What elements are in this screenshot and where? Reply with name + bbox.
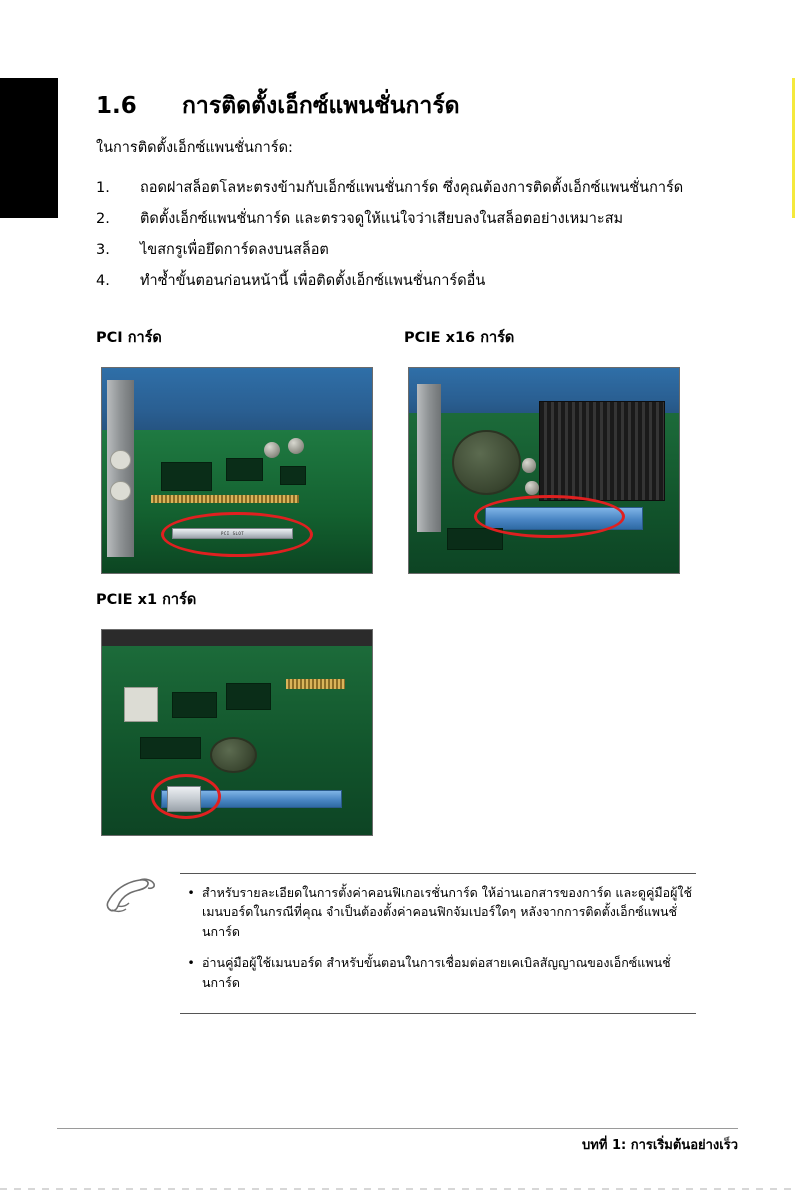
photo-chip [172, 692, 217, 719]
figure-caption-pcie-x1: PCIE x1 การ์ด [96, 592, 197, 608]
list-item [96, 209, 756, 230]
photo-slot-label: PCI SLOT [220, 530, 245, 536]
photo-chip [280, 466, 306, 484]
note-text: สำหรับรายละเอียดในการตั้งค่าคอนฟิเกอเรชั่นการ์ด ให้อ่านเอกสารของการ์ด และดูคู่มือผู้ใช้เมนบอร์ดในกรณีที่คุณ จำเป็นต้องตั้งค่าคอนฟิกจัมเปอร์ใดๆ หลังจากการติดตั้งเอ็กซ์แพนชั่นการ์ด [202, 885, 693, 939]
footer-rule [57, 1128, 738, 1129]
photo-chip [226, 458, 263, 481]
step-number: 1. [96, 180, 110, 196]
photo-heatsink [539, 401, 665, 501]
section-heading [96, 88, 736, 124]
steps-list [96, 178, 756, 302]
photo-connector [110, 481, 131, 501]
photo-io-bracket [417, 384, 441, 532]
section-title: การติดตั้งเอ็กซ์แพนชั่นการ์ด [182, 93, 460, 119]
note-box [180, 873, 696, 1014]
photo-fan [452, 430, 521, 496]
page-edge-tab [0, 78, 58, 218]
step-number: 4. [96, 273, 110, 290]
list-item [180, 883, 696, 941]
highlight-ellipse [474, 495, 625, 538]
note-text: อ่านคู่มือผู้ใช้เมนบอร์ด สำหรับขั้นตอนในการเชื่อมต่อสายเคเบิลสัญญาณของเอ็กซ์แพนชั่นการ์ด [202, 955, 671, 990]
photo-card-edge-connector [151, 495, 300, 503]
list-item [96, 178, 756, 199]
figure-caption-pcie-x16: PCIE x16 การ์ด [404, 330, 515, 346]
photo-chip [140, 737, 201, 760]
step-number: 3. [96, 242, 110, 259]
list-item [96, 271, 756, 292]
note-bottom-rule [180, 1013, 696, 1014]
bullet-icon: • [187, 885, 195, 900]
footer-chapter-label: บทที่ 1: การเริ่มต้นอย่างเร็ว [582, 1138, 738, 1153]
step-text: ทำซ้ำขั้นตอนก่อนหน้านี้ เพื่อติดตั้งเอ็กซ์แพนชั่นการ์ดอื่น [140, 273, 486, 290]
list-item [96, 240, 756, 261]
figure-caption-pci: PCI การ์ด [96, 330, 162, 346]
figure-image-pci-card [101, 367, 373, 574]
photo-background [102, 368, 372, 438]
step-number: 2. [96, 211, 110, 228]
photo-card-edge-connector [286, 679, 345, 689]
step-text: ถอดฝาสล็อตโลหะตรงข้ามกับเอ็กซ์แพนชั่นการ์ด ซึ่งคุณต้องการติดตั้งเอ็กซ์แพนชั่นการ์ด [140, 180, 684, 196]
photo-chip [161, 462, 212, 491]
bullet-icon: • [187, 955, 195, 971]
step-text: ติดตั้งเอ็กซ์แพนชั่นการ์ด และตรวจดูให้แน่ใจว่าเสียบลงในสล็อตอย่างเหมาะสม [140, 211, 624, 228]
photo-capacitor [525, 481, 539, 495]
photo-connector [124, 687, 158, 722]
list-item [180, 953, 696, 992]
section-number: 1.6 [96, 93, 137, 119]
pointing-hand-icon [100, 872, 160, 920]
intro-paragraph: ในการติดตั้งเอ็กซ์แพนชั่นการ์ด: [96, 140, 293, 156]
highlight-ellipse [161, 512, 312, 557]
step-text: ไขสกรูเพื่อยึดการ์ดลงบนสล็อต [140, 242, 329, 259]
photo-capacitor [522, 458, 536, 472]
note-body [180, 874, 696, 1013]
figure-image-pcie-x1-card [101, 629, 373, 836]
figure-image-pcie-x16-card [408, 367, 680, 574]
highlight-ellipse [151, 774, 221, 819]
page-bottom-dashes [0, 1188, 795, 1190]
photo-chip [226, 683, 271, 710]
